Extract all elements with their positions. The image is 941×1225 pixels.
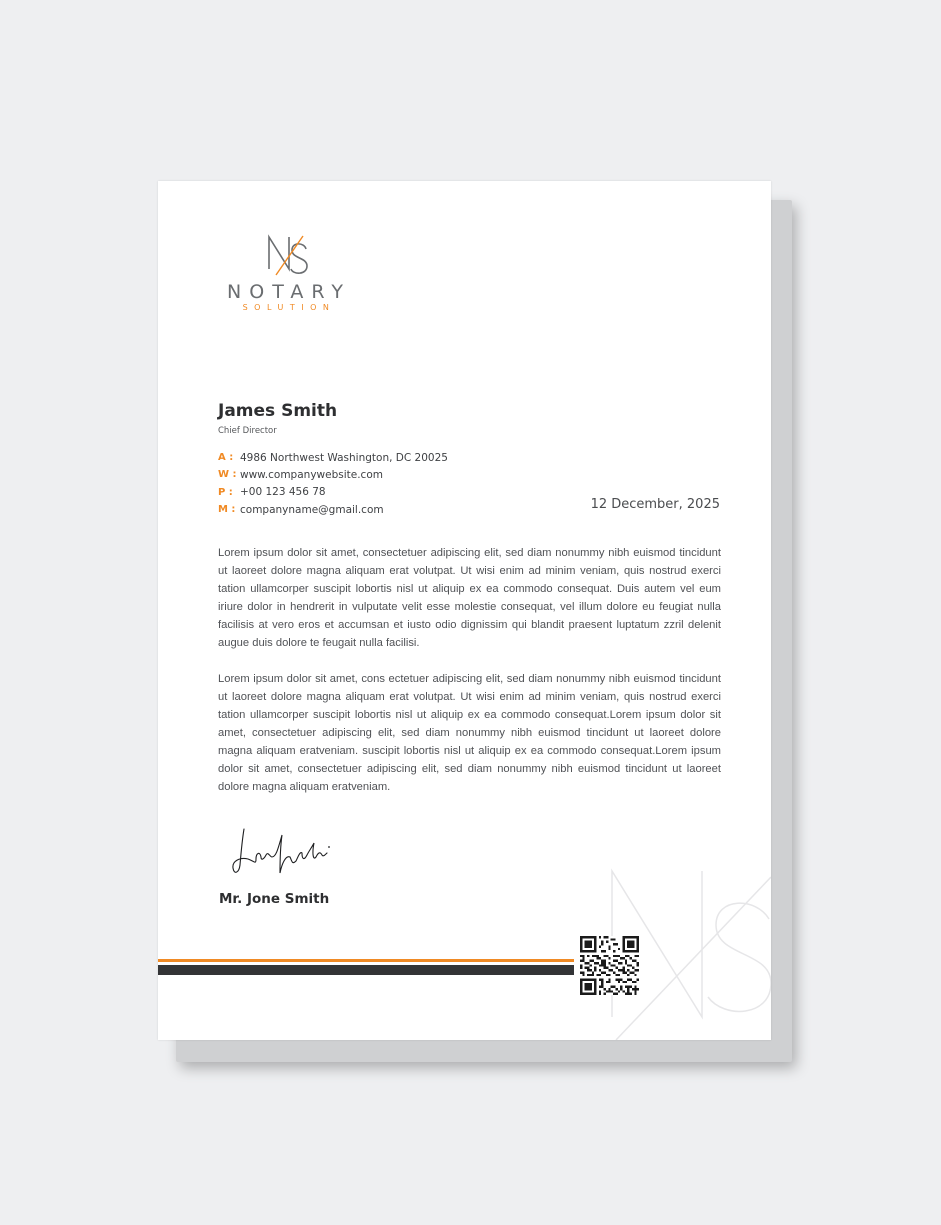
contact-value: +00 123 456 78 — [240, 486, 326, 499]
logo-tagline: SOLUTION — [242, 303, 336, 312]
signature-icon — [230, 821, 334, 883]
contact-email — [218, 501, 448, 518]
letterhead-page — [158, 181, 771, 1040]
letter-date: 12 December, 2025 — [590, 497, 720, 512]
contact-value[interactable]: companyname@gmail.com — [240, 503, 384, 516]
contact-value: 4986 Northwest Washington, DC 20025 — [240, 451, 448, 464]
contact-website — [218, 466, 448, 483]
sender-name: James Smith — [218, 401, 338, 421]
logo-name: NOTARY — [227, 281, 351, 303]
contact-key: M : — [218, 504, 236, 516]
contact-key: P : — [218, 486, 233, 498]
contact-list — [218, 449, 448, 518]
sender-title: Chief Director — [218, 426, 277, 436]
signer-name: Mr. Jone Smith — [219, 891, 330, 907]
footer-accent-line — [158, 959, 574, 962]
contact-address — [218, 449, 448, 466]
company-logo — [216, 233, 364, 317]
qr-code-icon — [580, 936, 639, 995]
body-paragraph-2: Lorem ipsum dolor sit amet, cons ectetuer adipiscing elit, sed diam nonummy nibh euismod tincidunt ut laoreet dolore magna aliquam erat volutpat. Ut wisi enim ad minim veniam, quis nostrud exerci tation ullamcorper suscipit lobortis nisl ut aliquip ex ea commodo consequat.Lorem ipsum dolor sit amet, consectetuer adipiscing elit, sed diam nonummy nibh euismod tincidunt ut laoreet dolore magna aliquam eratveniam. suscipit lobortis nisl ut aliquip ex ea commodo consequat.Lorem ipsum dolor sit amet, consectetuer adipiscing elit, sed diam nonummy nibh euismod tincidunt ut laoreet dolore magna aliquam eratveniam. — [218, 673, 721, 793]
body-paragraph-1: Lorem ipsum dolor sit amet, consectetuer adipiscing elit, sed diam nonummy nibh euismod tincidunt ut laoreet dolore magna aliquam erat volutpat. Ut wisi enim ad minim veniam, quis nostrud exerci tation ullamcorper suscipit lobortis nisl ut aliquip ex ea commodo consequat. Duis autem vel eum iriure dolor in hendrerit in vulputate velit esse molestie consequat, vel illum dolore eu feugiat nulla facilisis at vero eros et accumsan et iusto odio dignissim qui blandit praesent luptatum zzril delenit augue duis dolore te feugait nulla facilisi. — [218, 547, 721, 649]
contact-key: W : — [218, 469, 237, 481]
contact-key: A : — [218, 452, 234, 464]
footer-dark-bar — [158, 965, 574, 975]
contact-value[interactable]: www.companywebsite.com — [240, 468, 383, 481]
ns-monogram-icon — [266, 233, 308, 277]
contact-phone — [218, 484, 448, 501]
